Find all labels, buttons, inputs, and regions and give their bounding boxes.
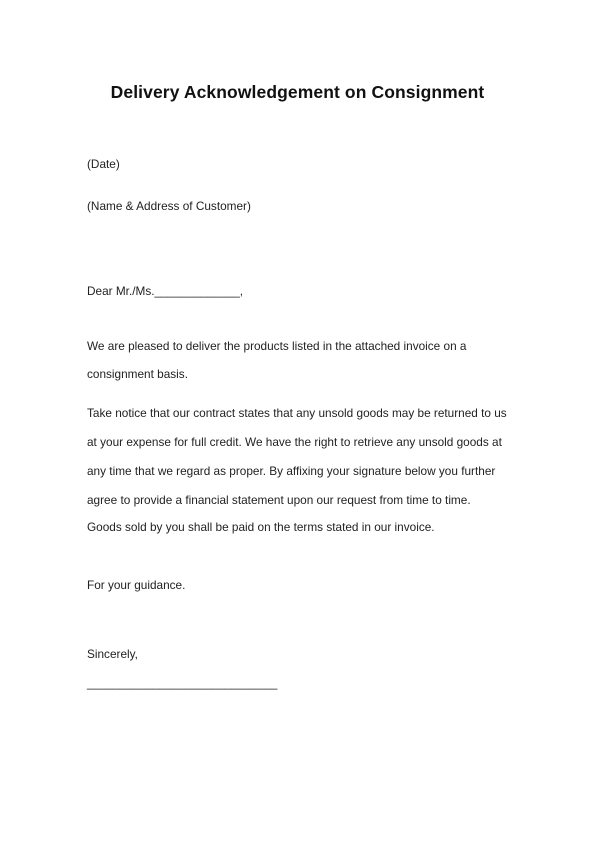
salutation: Dear Mr./Ms._____________, — [87, 284, 244, 298]
guidance-line: For your guidance. — [87, 578, 186, 592]
signature-line: _____________________________ — [87, 676, 278, 690]
closing-line: Sincerely, — [87, 647, 138, 661]
paragraph2-line: Goods sold by you shall be paid on the terms stated in our invoice. — [87, 520, 435, 534]
customer-placeholder: (Name & Address of Customer) — [87, 199, 251, 213]
paragraph2-line: any time that we regard as proper. By affixing your signature below you further — [87, 464, 496, 478]
paragraph2-line: Take notice that our contract states that any unsold goods may be returned to us — [87, 406, 507, 420]
paragraph2-line: agree to provide a financial statement upon our request from time to time. — [87, 493, 471, 507]
date-placeholder: (Date) — [87, 157, 120, 171]
paragraph1-line: consignment basis. — [87, 367, 188, 381]
paragraph2-line: at your expense for full credit. We have the right to retrieve any unsold goods at — [87, 435, 502, 449]
document-title: Delivery Acknowledgement on Consignment — [110, 82, 485, 102]
paragraph1-line: We are pleased to deliver the products listed in the attached invoice on a — [87, 339, 467, 353]
